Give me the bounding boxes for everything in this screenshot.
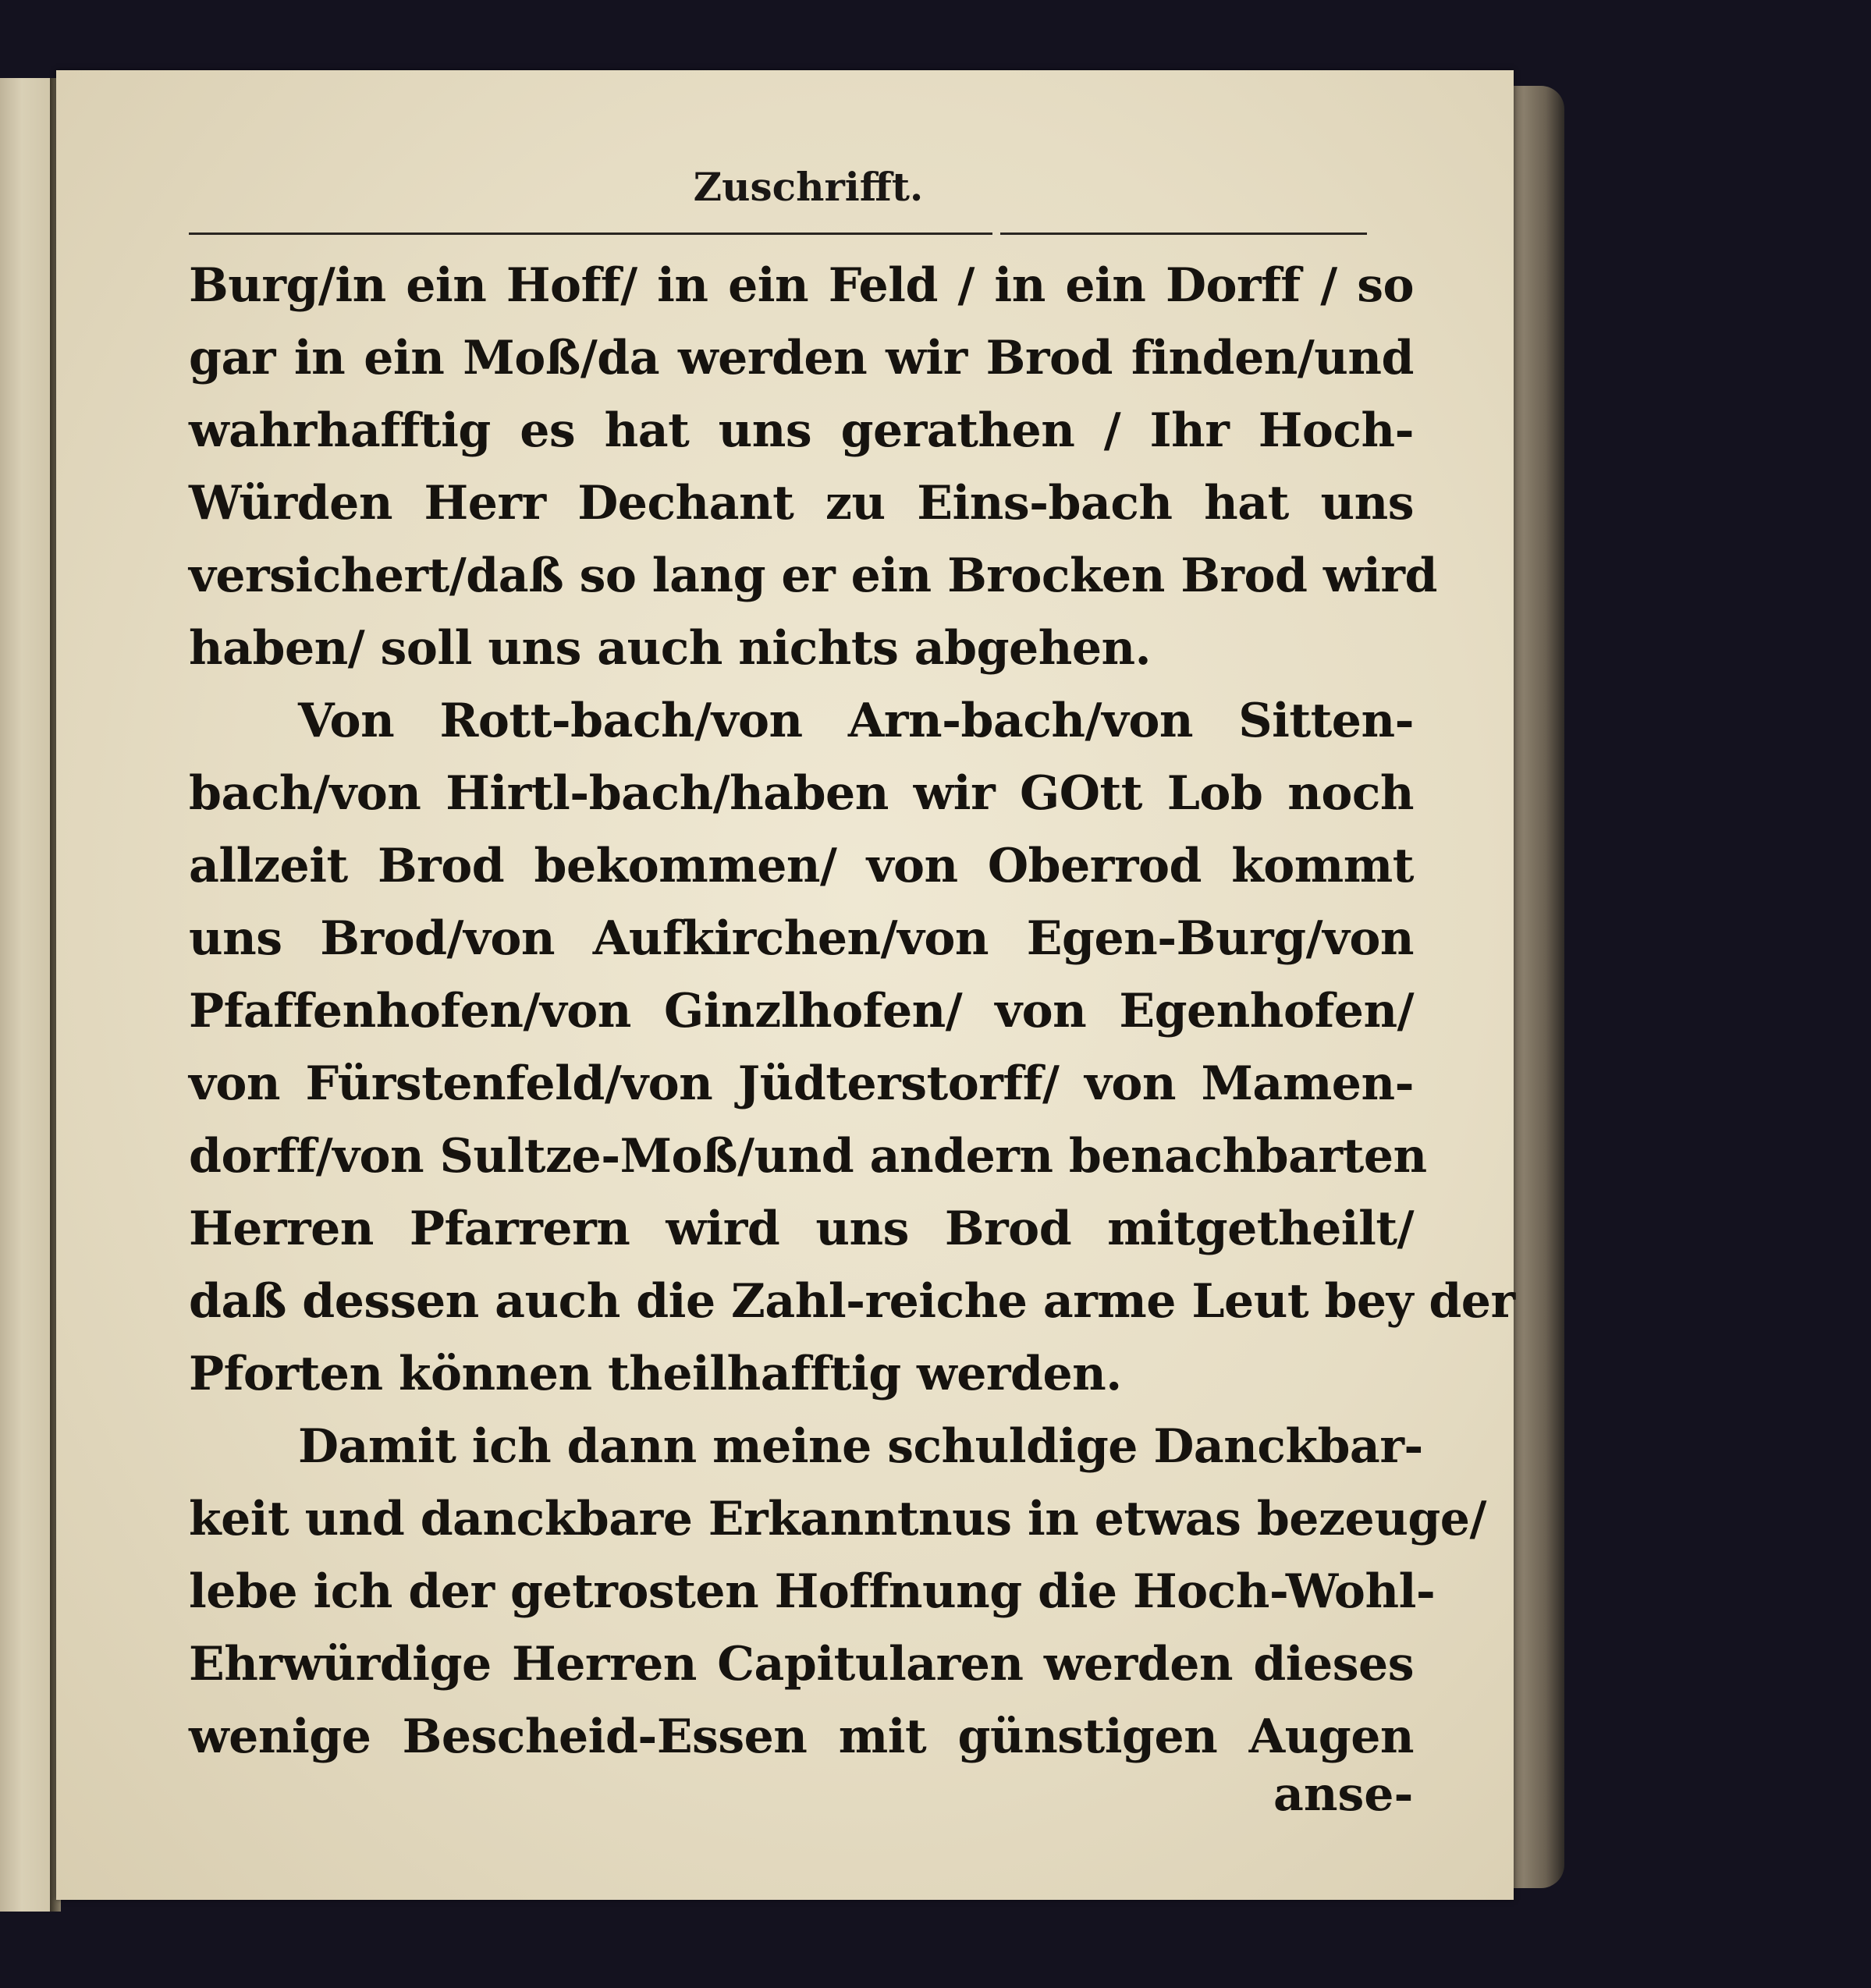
text-line: wahrhafftig es hat uns gerathen / Ihr Hoch- <box>189 403 1414 458</box>
catchword: anse- <box>1273 1767 1414 1822</box>
text-line: uns Brod/von Aufkirchen/von Egen-Burg/von <box>189 911 1414 966</box>
running-head: Zuschrifft. <box>693 164 924 210</box>
head-rule <box>1000 233 1367 235</box>
text-line: Burg/in ein Hoff/ in ein Feld / in ein Dorff / so <box>189 258 1414 313</box>
text-line: dorff/von Sultze-Moß/und andern benachbarten <box>189 1129 1427 1184</box>
body-text <box>189 250 1515 1773</box>
text-line: Damit ich dann meine schuldige Danckbar- <box>298 1419 1423 1474</box>
text-line: Pfaffenhofen/von Ginzlhofen/ von Egenhofen/ <box>189 984 1414 1038</box>
text-line: lebe ich der getrosten Hoffnung die Hoch-Wohl- <box>189 1564 1436 1619</box>
page <box>56 70 1514 1900</box>
text-line: wenige Bescheid-Essen mit günstigen Augen <box>189 1709 1414 1764</box>
text-line: allzeit Brod bekommen/ von Oberrod kommt <box>189 839 1414 893</box>
facing-page-edge <box>0 78 57 1912</box>
text-line: versichert/daß so lang er ein Brocken Brod wird <box>189 548 1437 603</box>
text-line: bach/von Hirtl-bach/haben wir GOtt Lob noch <box>189 766 1414 821</box>
text-line: Von Rott-bach/von Arn-bach/von Sitten- <box>298 694 1414 748</box>
text-line: haben/ soll uns auch nichts abgehen. <box>189 621 1152 676</box>
text-line: gar in ein Moß/da werden wir Brod finden/und <box>189 331 1414 385</box>
text-line: Herren Pfarrern wird uns Brod mitgetheilt/ <box>189 1202 1414 1256</box>
text-line: keit und danckbare Erkanntnus in etwas bezeuge/ <box>189 1492 1486 1546</box>
text-line: von Fürstenfeld/von Jüdterstorff/ von Mamen- <box>189 1056 1414 1111</box>
text-line: daß dessen auch die Zahl-reiche arme Leut bey der <box>189 1274 1515 1329</box>
text-line: Würden Herr Dechant zu Eins-bach hat uns <box>189 476 1414 531</box>
text-line: Pforten können theilhafftig werden. <box>189 1347 1122 1401</box>
head-rule <box>189 233 992 235</box>
text-line: Ehrwürdige Herren Capitularen werden dieses <box>189 1637 1414 1692</box>
